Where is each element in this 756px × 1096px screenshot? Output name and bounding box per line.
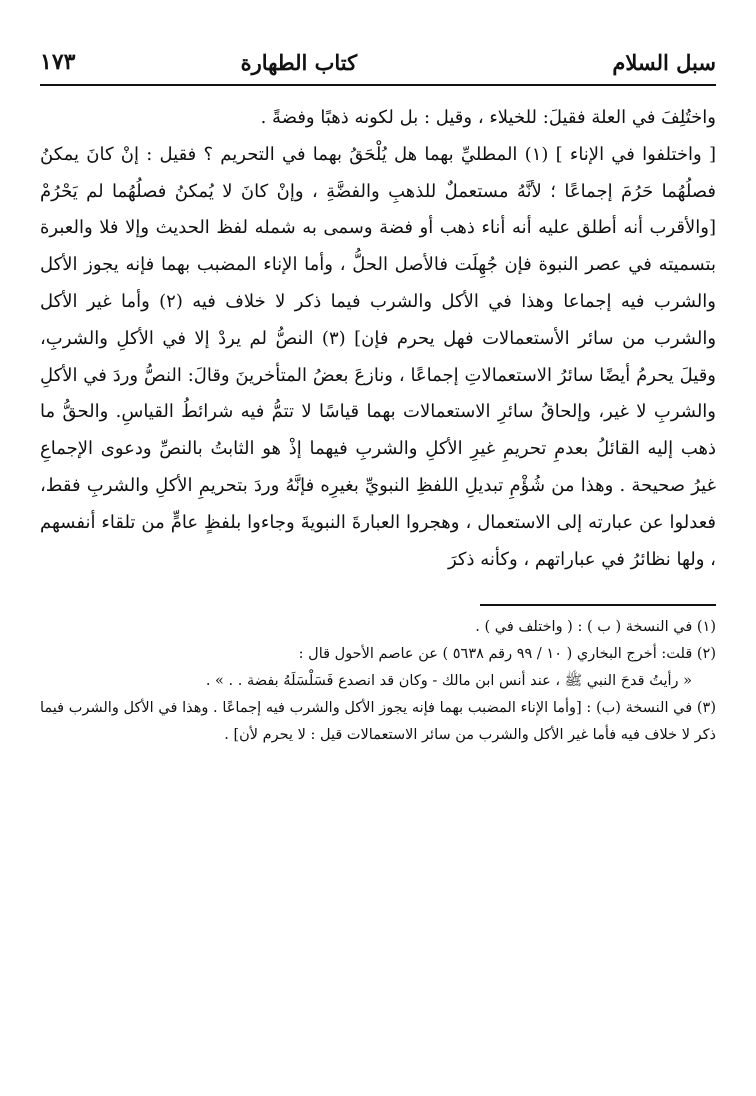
chapter-title: كتاب الطهارة: [240, 49, 358, 75]
footnote-3: (٣) في النسخة (ب) : [وأما الإناء المضبب بهما فإنه يجوز الأكل والشرب فيه إجماعًا . وهذا في الأكل والشرب فيما ذكر لا خلاف فيه فأما غير الأكل والشرب من سائر الاستعمالات قيل : لا يحرم لأن] .: [40, 700, 716, 744]
page-number: ١٧٣: [40, 49, 76, 75]
footnote-divider: [480, 604, 716, 606]
paragraph-2: [ واختلفوا في الإناء ] (١) المطليِّ بهما هل يُلْحَقُ بهما في التحريم ؟ فقيل : إنْ كانَ يمكنُ فصلُهُما حَرُمَ إجماعًا ؛ لأنَّهُ مستعملٌ للذهبِ والفضَّةِ ، وإنْ كانَ لا يُمكنُ فصلُهُما لم يَحْرُمْ [والأقرب أنه أطلق عليه أنه أناء ذهب أو فضة وسمى به شمله لفظ الحديث وإلا فلا والعبرة بتسميته في عصر النبوة فإن جُهِلَت فالأصل الحلُّ ، وأما الإناء المضبب بهما فإنه يجوز الأكل والشرب فيه إجماعا وهذا في الأكل والشرب فيما ذكر لا خلاف فيه (٢) وأما غير الأكل والشرب من سائر الأستعمالات فهل يحرم فإن] (٣) النصُّ لم يردْ إلا في الأكلِ والشربِ، وقيلَ يحرمُ أيضًا سائرُ الاستعمالاتِ إجماعًا ، ونازعَ بعضُ المتأخرينَ وقالَ: النصُّ وردَ في الأكلِ والشربِ لا غير، وإلحاقُ سائرِ الاستعمالات بهما قياسًا لا تتمُّ فيه شرائطُ القياسِ. والحقُّ ما ذهب إليه القائلُ بعدمِ تحريمِ غيرِ الأكلِ والشربِ فيهما إذْ هو الثابتُ بالنصِّ ودعوى الإجماعِ غيرُ صحيحة . وهذا من شُؤْمِ تبديلِ اللفظِ النبويِّ بغيرِه فإنَّهُ وردَ بتحريمِ الأكلِ والشربِ فقط، فعدلوا عن عبارته إلى الاستعمال ، وهجروا العبارةَ النبويةَ وجاءوا بلفظٍ عامٍّ من تلقاء أنفسهم ، ولها نظائرُ في عباراتهم ، وكأنه ذكرَ: [40, 143, 717, 570]
page-header: [40, 40, 716, 86]
footnote-2: (٢) قلت: أخرج البخاري ( ١٠ / ٩٩ رقم ٥٦٣٨ ) عن عاصم الأحول قال :: [298, 646, 716, 663]
book-title: سبل السلام: [612, 49, 716, 75]
main-text: [40, 100, 716, 578]
paragraph-1: واختُلِفَ في العلة فقيلَ: للخيلاء ، وقيل : بل لكونه ذهبًا وفضةً .: [260, 107, 716, 128]
footnote-1: (١) في النسخة ( ب ) : ( واختلف في ) .: [475, 619, 716, 636]
footnotes: [40, 614, 716, 749]
footnote-2-quote: « رأيتُ قدحَ النبي ﷺ ، عند أنس ابن مالك - وكان قد انصدع فَسَلْسَلَهُ بفضة . . » .: [205, 673, 692, 690]
book-page: [40, 40, 716, 1056]
